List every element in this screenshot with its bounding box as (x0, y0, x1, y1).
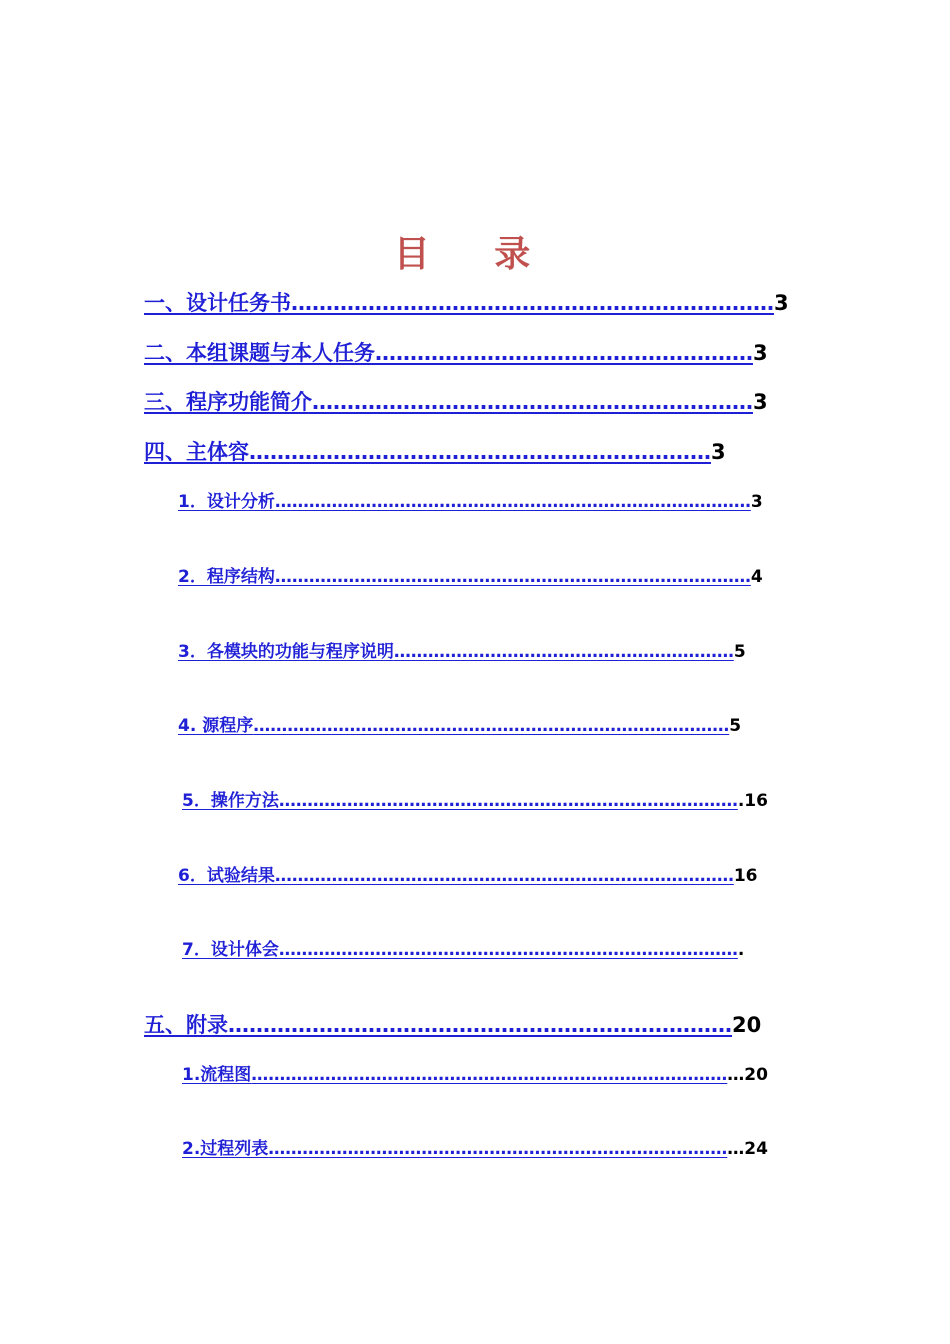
toc-label-12: 五、附录 (144, 1013, 228, 1037)
toc-link-14[interactable] (182, 1139, 727, 1159)
toc-entry-1 (144, 287, 789, 317)
toc-entry-7 (178, 637, 746, 662)
toc-label-1: 一、设计任务书 (144, 291, 291, 315)
toc-link-1[interactable] (144, 291, 774, 315)
toc-link-4[interactable] (144, 440, 711, 464)
toc-dots-6: ………………………………………………………………………… (274, 567, 751, 587)
toc-link-12[interactable] (144, 1013, 732, 1037)
toc-entry-8 (178, 711, 741, 736)
toc-dots-11: ……………………………………………………………………… (278, 940, 738, 960)
toc-label-13: 1.流程图 (182, 1065, 252, 1085)
toc-page-6: 4 (750, 567, 763, 587)
toc-entry-12 (144, 1009, 761, 1039)
toc-entry-13 (182, 1060, 768, 1085)
toc-dots-8: ………………………………………………………………………… (253, 716, 730, 736)
toc-link-7[interactable] (178, 642, 734, 662)
toc-dots-10: ……………………………………………………………………… (274, 866, 734, 886)
toc-link-8[interactable] (178, 716, 729, 736)
toc-page-10: 16 (733, 866, 758, 886)
toc-dots-13: ………………………………………………………………………… (251, 1065, 728, 1085)
toc-dots-12: ……………………………………………………………… (228, 1013, 732, 1037)
toc-link-10[interactable] (178, 866, 734, 886)
toc-label-4: 四、主体容 (144, 440, 249, 464)
toc-entry-3 (144, 386, 768, 416)
toc-page-11: . (737, 940, 745, 960)
toc-label-3: 三、程序功能简介 (144, 390, 312, 414)
toc-label-5: 1．设计分析 (178, 492, 275, 512)
toc-link-9[interactable] (182, 791, 738, 811)
toc-page-8: 5 (729, 716, 742, 736)
toc-page-4: 3 (711, 440, 726, 464)
toc-dots-14: ……………………………………………………………………… (268, 1139, 728, 1159)
toc-page-7: 5 (733, 642, 746, 662)
toc-label-10: 6．试验结果 (178, 866, 275, 886)
toc-label-2: 二、本组课题与本人任务 (144, 341, 375, 365)
toc-link-11[interactable] (182, 940, 738, 960)
toc-dots-2: ……………………………………………… (375, 341, 753, 365)
toc-page-13: …20 (727, 1065, 768, 1085)
toc-label-8: 4. 源程序 (178, 716, 254, 736)
toc-dots-9: ……………………………………………………………………… (278, 791, 738, 811)
toc-label-14: 2.过程列表 (182, 1139, 269, 1159)
toc-entry-10 (178, 861, 758, 886)
toc-page-14: …24 (727, 1139, 768, 1159)
toc-dots-4: ………………………………………………………… (249, 440, 711, 464)
toc-page-12: 20 (732, 1013, 762, 1037)
toc-link-5[interactable] (178, 492, 751, 512)
toc-label-11: 7．设计体会 (182, 940, 279, 960)
toc-entry-6 (178, 562, 763, 587)
toc-title: 目 录 (393, 234, 557, 275)
toc-dots-1: …………………………………………………………… (291, 291, 774, 315)
toc-entry-2 (144, 337, 768, 367)
toc-page-2: 3 (753, 341, 768, 365)
toc-link-13[interactable] (182, 1065, 727, 1085)
toc-dots-7: …………………………………………………… (393, 642, 734, 662)
toc-page-5: 3 (750, 492, 763, 512)
toc-dots-5: ………………………………………………………………………… (274, 492, 751, 512)
toc-link-2[interactable] (144, 341, 753, 365)
toc-entry-4 (144, 436, 726, 466)
toc-page-1: 3 (774, 291, 789, 315)
toc-label-9: 5．操作方法 (182, 791, 279, 811)
toc-link-6[interactable] (178, 567, 751, 587)
toc-entry-5 (178, 487, 763, 512)
toc-dots-3: ……………………………………………………… (312, 390, 753, 414)
toc-entry-14 (182, 1134, 768, 1159)
toc-label-6: 2．程序结构 (178, 567, 275, 587)
toc-link-3[interactable] (144, 390, 753, 414)
toc-entry-11 (182, 935, 744, 960)
toc-entry-9 (182, 786, 768, 811)
toc-page-3: 3 (753, 390, 768, 414)
toc-page-9: .16 (737, 791, 768, 811)
toc-label-7: 3．各模块的功能与程序说明 (178, 642, 394, 662)
